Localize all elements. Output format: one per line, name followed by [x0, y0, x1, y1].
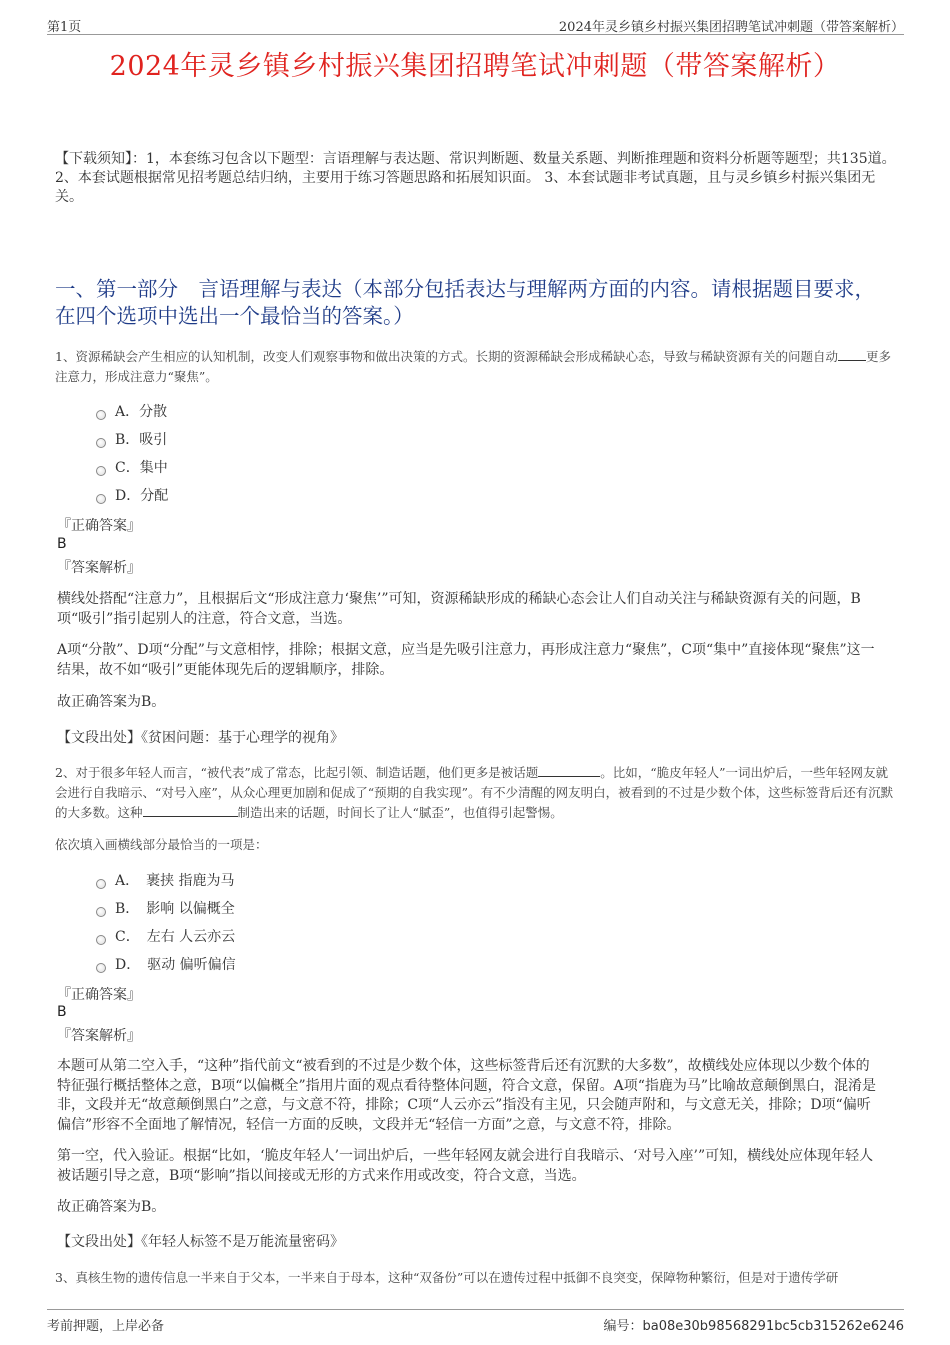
question-1-options — [96, 398, 168, 510]
question-2-analysis-paragraph-2: 第一空，代入验证。根据“比如，‘脆皮年轻人’一词出炉后，一些年轻网友就会进行自我暗示、‘对号入座’”可知，横线处应体现年轻人被话题引导之意，B项“影响”指以间接或无形的方式来作用或改变，符合文意，当选。 — [57, 1148, 874, 1184]
question-1-analysis-paragraph-1: 横线处搭配“注意力”，且根据后文“形成注意力‘聚焦’”可知，资源稀缺形成的稀缺心态会让人们自动关注与稀缺资源有关的问题，B项“吸引”指引起别人的注意，符合文意，当选。 — [57, 591, 861, 627]
question-2-text-c: 制造出来的话题，时间长了让人“腻歪”，也值得引起警惕。 — [237, 805, 563, 820]
header-doc-title: 2024年灵乡镇乡村振兴集团招聘笔试冲刺题（带答案解析） — [558, 20, 904, 35]
section-title: 一、第一部分 言语理解与表达（本部分包括表达与理解两方面的内容。请根据题目要求，在四个选项中选出一个最恰当的答案。） — [55, 277, 875, 328]
radio-icon[interactable] — [96, 438, 106, 448]
question-1-answer: B — [57, 536, 67, 552]
footer-code-value: ba08e30b98568291bc5cb315262e6246 — [642, 1319, 904, 1334]
footer-code-label: 编号： — [603, 1319, 643, 1334]
question-2-text-a: 2、对于很多年轻人而言，“被代表”成了常态，比起引领、制造话题，他们更多是被话题 — [55, 765, 539, 780]
question-1-option-d[interactable]: D．分配 — [96, 482, 168, 510]
question-1-option-a[interactable]: A．分散 — [96, 398, 168, 426]
question-2-option-a[interactable]: A． 裹挟 指鹿为马 — [96, 867, 236, 895]
question-1-option-b[interactable]: B．吸引 — [96, 426, 168, 454]
question-2-blank-2 — [143, 803, 238, 817]
radio-icon[interactable] — [96, 879, 106, 889]
download-notice: 【下载须知】：1，本套练习包含以下题型：言语理解与表达题、常识判断题、数量关系题、判断推理题和资料分析题等题型；共135道。 2、本套试题根据常见招考题总结归纳，主要用于练习答题思路和拓展知识面。 3、本套试题非考试真题，且与灵乡镇乡村振兴集团无关。 — [55, 151, 896, 205]
radio-icon[interactable] — [96, 466, 106, 476]
footer-motto: 考前押题，上岸必备 — [47, 1319, 165, 1334]
question-3-stem: 3、真核生物的遗传信息一半来自于父本，一半来自于母本，这种“双备份”可以在遗传过程中抵御不良突变，保障物种繁衍，但是对于遗传学研 — [55, 1270, 839, 1285]
question-1-analysis-label: 『答案解析』 — [57, 560, 141, 576]
footer-code — [603, 1315, 904, 1334]
question-1-source: 【文段出处】《贫困问题：基于心理学的视角》 — [57, 730, 344, 746]
page-number: 第1页 — [47, 20, 82, 35]
question-2-answer: B — [57, 1004, 67, 1020]
question-2-source: 【文段出处】《年轻人标签不是万能流量密码》 — [57, 1234, 344, 1250]
question-1-text-b: 更多注意力，形成注意力“聚焦”。 — [55, 349, 891, 384]
page-footer — [47, 1309, 904, 1334]
question-1-blank — [838, 347, 866, 361]
question-2-text-b: 。比如，“脆皮年轻人”一词出炉后，一些年轻网友就会进行自我暗示、“对号入座”，从众心理更加剧和促成了“预期的自我实现”。有不少清醒的网友明白，被看到的不过是少数个体，这些标签背后还有沉默的大多数。这种 — [55, 765, 894, 820]
question-1-stem — [55, 347, 900, 387]
question-2-blank-1 — [538, 763, 600, 777]
question-2-conclusion: 故正确答案为B。 — [57, 1199, 166, 1215]
page-header — [47, 14, 904, 35]
question-2-option-d[interactable]: D． 驱动 偏听偏信 — [96, 951, 236, 979]
question-1-conclusion: 故正确答案为B。 — [57, 694, 166, 710]
question-2-stem — [55, 763, 900, 823]
radio-icon[interactable] — [96, 907, 106, 917]
document-title: 2024年灵乡镇乡村振兴集团招聘笔试冲刺题（带答案解析） — [109, 51, 841, 82]
radio-icon[interactable] — [96, 935, 106, 945]
radio-icon[interactable] — [96, 494, 106, 504]
question-1-correct-answer-label: 『正确答案』 — [57, 518, 141, 534]
question-2-option-c[interactable]: C． 左右 人云亦云 — [96, 923, 236, 951]
question-1-text-a: 1、资源稀缺会产生相应的认知机制，改变人们观察事物和做出决策的方式。长期的资源稀缺会形成稀缺心态，导致与稀缺资源有关的问题自动 — [55, 349, 838, 364]
radio-icon[interactable] — [96, 963, 106, 973]
question-1-analysis-paragraph-2: A项“分散”、D项“分配”与文意相悖，排除；根据文意，应当是先吸引注意力，再形成注意力“聚焦”，C项“集中”直接体现“聚焦”这一结果，故不如“吸引”更能体现先后的逻辑顺序，排除。 — [57, 642, 875, 678]
question-2-correct-answer-label: 『正确答案』 — [57, 987, 141, 1003]
question-2-option-b[interactable]: B． 影响 以偏概全 — [96, 895, 236, 923]
question-2-analysis-label: 『答案解析』 — [57, 1028, 141, 1044]
question-1-option-c[interactable]: C．集中 — [96, 454, 168, 482]
radio-icon[interactable] — [96, 410, 106, 420]
question-2-prompt: 依次填入画横线部分最恰当的一项是： — [55, 837, 268, 852]
question-2-analysis-paragraph-1: 本题可从第二空入手，“这种”指代前文“被看到的不过是少数个体，这些标签背后还有沉默的大多数”，故横线处应体现以少数个体的特征强行概括整体之意，B项“以偏概全”指用片面的观点看待整体问题，符合文意，保留。A项“指鹿为马”比喻故意颠倒黑白，混淆是非，文段并无“故意颠倒黑白”之意，与文意不符，排除；C项“人云亦云”指没有主见，只会随声附和，与文意无关，排除；D项“偏听偏信”形容不全面地了解情况，轻信一方面的反映，文段并无“轻信一方面”之意，与文意不符，排除。 — [57, 1058, 877, 1133]
question-2-options — [96, 867, 236, 979]
